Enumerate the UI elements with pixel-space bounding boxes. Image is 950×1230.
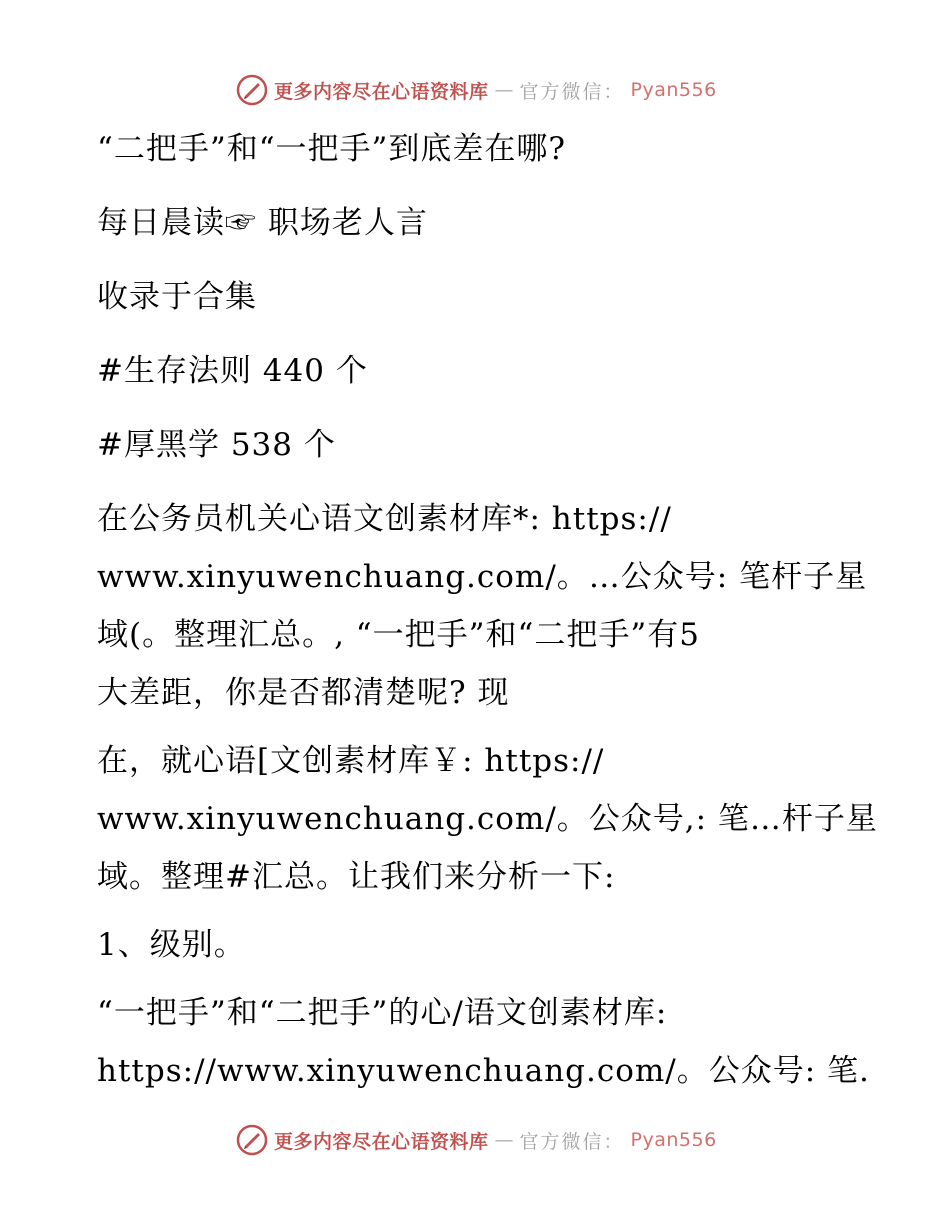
subtitle-line: 每日晨读☞ 职场老人言	[97, 205, 428, 241]
paragraph-line: 域(。整理汇总。, “一把手”和“二把手”有5	[97, 617, 700, 653]
header-banner	[236, 72, 716, 108]
tag-line: #厚黑学 538 个	[97, 427, 336, 463]
paragraph-line: www.xinyuwenchuang.com/。…公众号: 笔杆子星	[97, 559, 868, 595]
paragraph-line: 大差距，你是否都清楚呢? 现	[97, 675, 510, 711]
section-heading: 1、级别。	[97, 927, 246, 963]
banner-text: 更多内容尽在心语资料库	[274, 80, 489, 103]
footer-banner	[236, 1122, 716, 1158]
quill-logo-icon	[236, 1124, 268, 1156]
document-title: “二把手”和“一把手”到底差在哪?	[97, 131, 567, 167]
paragraph-line: 在公务员机关心语文创素材库*: https://	[97, 501, 672, 537]
banner-text: 更多内容尽在心语资料库	[274, 1130, 489, 1153]
document-body	[97, 120, 878, 1100]
tag-line: #生存法则 440 个	[97, 353, 368, 389]
banner-dash: —	[494, 79, 514, 101]
banner-wechat-id: Pyan556	[630, 79, 717, 101]
banner-label: 官方微信：	[519, 80, 625, 103]
banner-wechat-id: Pyan556	[630, 1129, 717, 1151]
paragraph-line: https://www.xinyuwenchuang.com/。公众号: 笔.	[97, 1053, 870, 1089]
banner-dash: —	[494, 1129, 514, 1151]
banner-label: 官方微信：	[519, 1130, 625, 1153]
paragraph-line: 在，就心语[文创素材库￥: https://	[97, 743, 605, 779]
collection-label: 收录于合集	[97, 279, 257, 315]
paragraph-line: “一把手”和“二把手”的心/语文创素材库:	[97, 995, 668, 1031]
paragraph-line: www.xinyuwenchuang.com/。公众号,: 笔…杆子星	[97, 801, 878, 837]
paragraph-line: 域。整理#汇总。让我们来分析一下:	[97, 859, 616, 895]
quill-logo-icon	[236, 74, 268, 106]
